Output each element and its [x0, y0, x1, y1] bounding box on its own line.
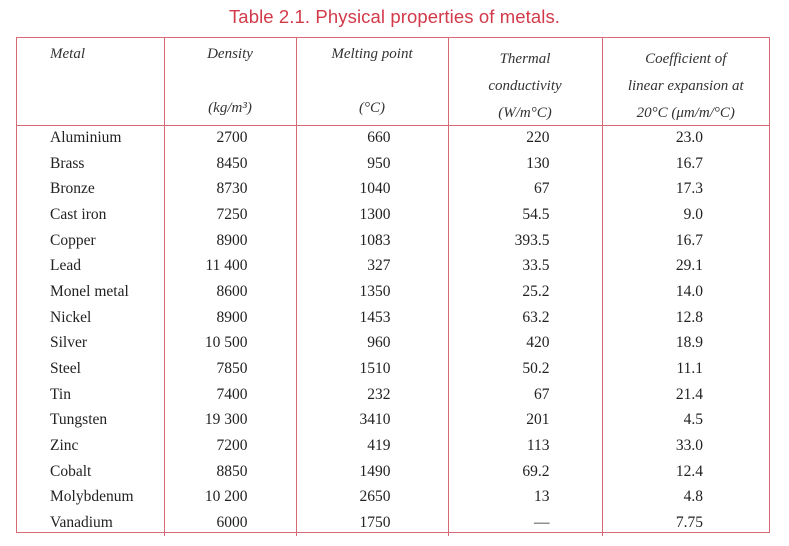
cell-density: 8900 — [164, 228, 296, 254]
cell-melting-point: 327 — [296, 253, 448, 279]
cell-metal: Bronze — [17, 176, 164, 202]
cell-thermal-conductivity: 201 — [448, 408, 602, 434]
cell-density: 8850 — [164, 459, 296, 485]
cell-melting-point: 1750 — [296, 510, 448, 536]
cell-thermal-conductivity: 130 — [448, 151, 602, 177]
header-expansion-coefficient — [602, 38, 769, 125]
table-row — [17, 510, 769, 536]
table-row — [17, 176, 769, 202]
metals-properties-table — [17, 38, 769, 536]
cell-density: 19 300 — [164, 408, 296, 434]
table-row — [17, 279, 769, 305]
cell-metal: Vanadium — [17, 510, 164, 536]
table-row — [17, 305, 769, 331]
header-row — [17, 38, 769, 125]
cell-metal: Aluminium — [17, 125, 164, 151]
cell-metal: Cast iron — [17, 202, 164, 228]
header-thermal-line1: Thermal — [499, 51, 551, 67]
cell-melting-point: 950 — [296, 151, 448, 177]
cell-thermal-conductivity: — — [448, 510, 602, 536]
cell-thermal-conductivity: 54.5 — [448, 202, 602, 228]
cell-melting-point: 660 — [296, 125, 448, 151]
table-row — [17, 202, 769, 228]
cell-expansion-coefficient: 29.1 — [675, 257, 703, 275]
table-body — [17, 125, 769, 536]
cell-metal: Tin — [17, 382, 164, 408]
table-row — [17, 151, 769, 177]
cell-thermal-conductivity: 113 — [448, 433, 602, 459]
cell-expansion-coefficient: 23.0 — [675, 129, 703, 147]
cell-expansion-coefficient: 11.1 — [676, 360, 703, 378]
header-density — [164, 38, 296, 125]
cell-metal: Cobalt — [17, 459, 164, 485]
cell-thermal-conductivity: 33.5 — [448, 253, 602, 279]
cell-melting-point: 2650 — [296, 485, 448, 511]
table-row — [17, 459, 769, 485]
cell-melting-point: 1300 — [296, 202, 448, 228]
cell-metal: Lead — [17, 253, 164, 279]
cell-expansion-coefficient: 17.3 — [675, 180, 703, 198]
table-row — [17, 408, 769, 434]
cell-expansion-coefficient: 4.8 — [683, 488, 703, 506]
cell-expansion-coefficient: 21.4 — [675, 385, 703, 403]
cell-density: 8900 — [164, 305, 296, 331]
header-thermal-conductivity — [448, 38, 602, 125]
cell-density: 11 400 — [164, 253, 296, 279]
cell-metal: Molybdenum — [17, 485, 164, 511]
header-melting-point — [296, 38, 448, 125]
cell-thermal-conductivity: 220 — [448, 125, 602, 151]
table-row — [17, 228, 769, 254]
cell-melting-point: 1350 — [296, 279, 448, 305]
cell-melting-point: 960 — [296, 331, 448, 357]
cell-thermal-conductivity: 67 — [448, 382, 602, 408]
table-row — [17, 433, 769, 459]
cell-metal: Zinc — [17, 433, 164, 459]
header-metal — [17, 38, 164, 125]
table-row — [17, 125, 769, 151]
header-melting-unit: (°C) — [359, 100, 385, 116]
table-row — [17, 356, 769, 382]
cell-density: 8600 — [164, 279, 296, 305]
cell-metal: Monel metal — [17, 279, 164, 305]
cell-metal: Nickel — [17, 305, 164, 331]
cell-expansion-coefficient: 9.0 — [683, 205, 703, 223]
table-row — [17, 331, 769, 357]
table-row — [17, 253, 769, 279]
cell-density: 10 200 — [164, 485, 296, 511]
header-thermal-line3: (W/m°C) — [498, 105, 552, 121]
cell-metal: Silver — [17, 331, 164, 357]
cell-expansion-coefficient: 16.7 — [675, 154, 703, 172]
header-density-label: Density — [207, 46, 253, 62]
cell-melting-point: 232 — [296, 382, 448, 408]
cell-thermal-conductivity: 50.2 — [448, 356, 602, 382]
cell-melting-point: 1510 — [296, 356, 448, 382]
cell-melting-point: 1453 — [296, 305, 448, 331]
cell-density: 2700 — [164, 125, 296, 151]
cell-density: 7850 — [164, 356, 296, 382]
cell-density: 7200 — [164, 433, 296, 459]
table-row — [17, 382, 769, 408]
cell-thermal-conductivity: 25.2 — [448, 279, 602, 305]
table-title: Table 2.1. Physical properties of metals. — [228, 6, 561, 27]
cell-expansion-coefficient: 14.0 — [675, 282, 703, 300]
header-coef-line2: linear expansion at — [627, 78, 744, 94]
cell-expansion-coefficient: 4.5 — [683, 411, 703, 429]
cell-metal: Copper — [17, 228, 164, 254]
cell-thermal-conductivity: 67 — [448, 176, 602, 202]
cell-density: 10 500 — [164, 331, 296, 357]
cell-expansion-coefficient: 16.7 — [675, 231, 703, 249]
cell-melting-point: 419 — [296, 433, 448, 459]
cell-metal: Tungsten — [17, 408, 164, 434]
cell-expansion-coefficient: 12.4 — [675, 462, 703, 480]
header-coef-line1: Coefficient of — [645, 51, 727, 67]
cell-density: 6000 — [164, 510, 296, 536]
cell-expansion-coefficient: 18.9 — [675, 334, 703, 352]
header-melting-label: Melting point — [331, 46, 413, 62]
cell-thermal-conductivity: 13 — [448, 485, 602, 511]
cell-melting-point: 1490 — [296, 459, 448, 485]
cell-melting-point: 3410 — [296, 408, 448, 434]
cell-thermal-conductivity: 393.5 — [448, 228, 602, 254]
cell-density: 7250 — [164, 202, 296, 228]
cell-density: 8450 — [164, 151, 296, 177]
cell-metal: Steel — [17, 356, 164, 382]
cell-density: 8730 — [164, 176, 296, 202]
cell-melting-point: 1040 — [296, 176, 448, 202]
header-density-unit: (kg/m³) — [208, 100, 252, 116]
properties-table-frame — [16, 37, 770, 533]
cell-thermal-conductivity: 63.2 — [448, 305, 602, 331]
cell-expansion-coefficient: 33.0 — [675, 437, 703, 455]
header-thermal-line2: conductivity — [488, 78, 562, 94]
cell-metal: Brass — [17, 151, 164, 177]
header-coef-line3: 20°C (μm/m/°C) — [636, 105, 735, 121]
cell-density: 7400 — [164, 382, 296, 408]
cell-expansion-coefficient: 12.8 — [675, 308, 703, 326]
cell-thermal-conductivity: 69.2 — [448, 459, 602, 485]
cell-melting-point: 1083 — [296, 228, 448, 254]
table-header — [17, 38, 769, 125]
table-row — [17, 485, 769, 511]
header-metal-label: Metal — [50, 46, 85, 62]
cell-thermal-conductivity: 420 — [448, 331, 602, 357]
cell-expansion-coefficient: 7.75 — [675, 514, 703, 532]
